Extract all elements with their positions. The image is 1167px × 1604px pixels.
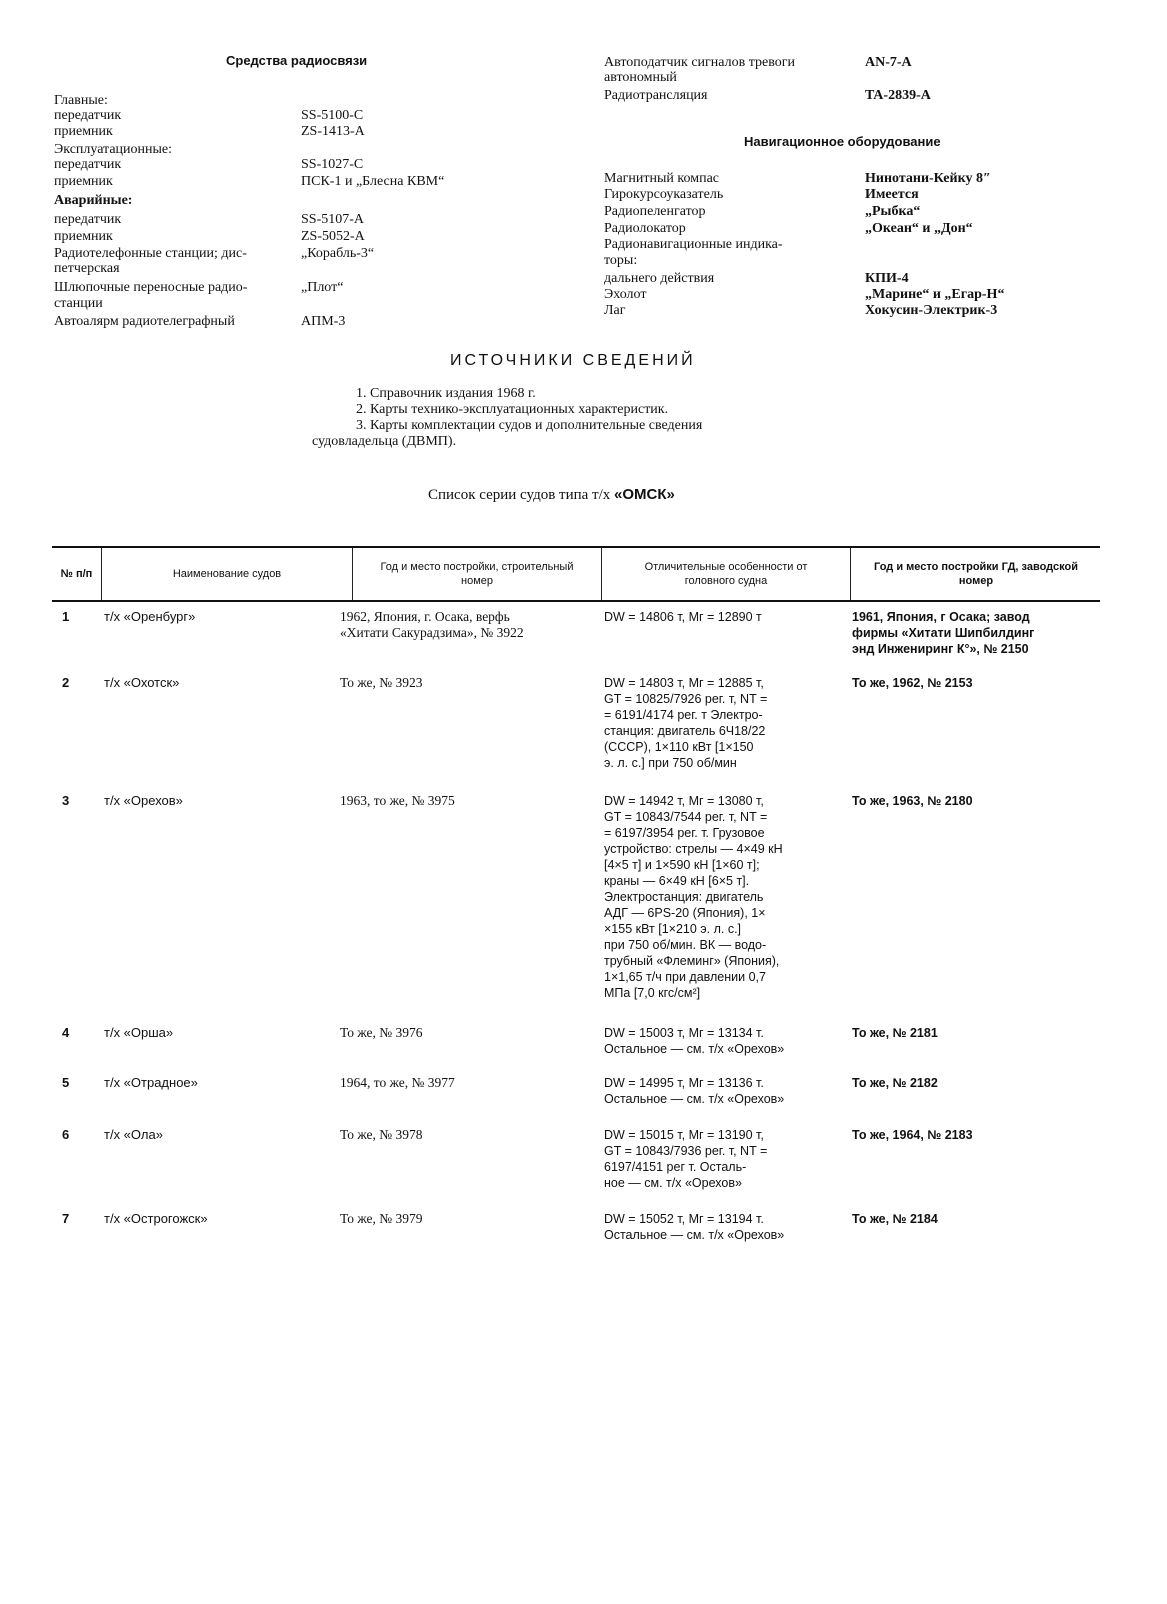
table-caption-class: «ОМСК»	[614, 486, 675, 503]
engine-line: То же, № 2182	[852, 1076, 938, 1090]
engine-line: То же, № 2181	[852, 1026, 938, 1040]
nav-value: „Марине“ и „Егар-Н“	[865, 287, 1005, 302]
radio-value: SS-5107-A	[301, 212, 365, 227]
ship-name: т/х «Орехов»	[104, 793, 183, 808]
radio-label: станции	[54, 296, 103, 311]
sources-title: ИСТОЧНИКИ СВЕДЕНИЙ	[450, 352, 696, 369]
table-caption-text: Список серии судов типа т/х	[428, 487, 615, 503]
difference-line: DW = 15052 т, Mг = 13194 т.	[604, 1212, 764, 1226]
header-number: № п/п	[60, 568, 93, 580]
build-line: «Хитати Сакурадзима», № 3922	[340, 625, 524, 640]
nav-value: „Океан“ и „Дон“	[865, 221, 973, 236]
difference-line: Электростанция: двигатель	[604, 890, 764, 904]
difference-line: МПа [7,0 кгс/см²]	[604, 986, 701, 1000]
build-line: То же, № 3923	[340, 675, 423, 690]
difference-line: э. л. с.] при 750 об/мин	[604, 756, 737, 770]
column-divider	[850, 548, 851, 600]
nav-label: Радионавигационные индика-	[604, 237, 783, 252]
sources-list	[312, 386, 812, 450]
row-number: 4	[62, 1025, 70, 1040]
build-info	[340, 793, 455, 809]
differences	[604, 1127, 836, 1191]
radio-value: SS-5100-C	[301, 108, 364, 123]
engine-info	[852, 793, 973, 809]
differences	[604, 609, 836, 625]
nav-value: КПИ-4	[865, 271, 909, 286]
radio-value: „Корабль-3“	[301, 246, 375, 261]
radio-label: Автоалярм радиотелеграфный	[54, 314, 235, 329]
nav-value: Хокусин-Электрик-3	[865, 303, 998, 318]
difference-line: 1×1,65 т/ч при давлении 0,7	[604, 970, 766, 984]
source-item: 3. Карты комплектации судов и дополнительные сведения	[356, 418, 703, 433]
difference-line: 6197/4151 рег т. Осталь-	[604, 1160, 747, 1174]
difference-line: GT = 10825/7926 рег. т, NT =	[604, 692, 768, 706]
radio-label: приемник	[54, 174, 113, 189]
difference-line: трубный «Флеминг» (Япония),	[604, 954, 780, 968]
engine-line: То же, 1964, № 2183	[852, 1128, 973, 1142]
engine-line: 1961, Япония, г Осака; завод	[852, 610, 1030, 624]
radio-value: ZS-1413-A	[301, 124, 365, 139]
difference-line: DW = 14806 т, Mг = 12890 т	[604, 610, 762, 624]
build-info	[340, 1025, 423, 1041]
radio-value: „Плот“	[301, 280, 344, 295]
nav-label: Магнитный компас	[604, 171, 720, 186]
ship-name: т/х «Ола»	[104, 1127, 163, 1142]
engine-info	[852, 1211, 938, 1227]
column-divider	[352, 548, 353, 600]
engine-info	[852, 609, 1034, 657]
difference-line: при 750 об/мин. ВК — водо-	[604, 938, 767, 952]
column-divider	[601, 548, 602, 600]
build-line: То же, № 3976	[340, 1025, 423, 1040]
difference-line: [4×5 т] и 1×590 кН [1×60 т];	[604, 858, 760, 872]
row-number: 1	[62, 609, 70, 624]
nav-label: торы:	[604, 253, 638, 268]
radio-label: Шлюпочные переносные радио-	[54, 280, 248, 295]
nav-label: Лаг	[604, 303, 626, 318]
ship-name: т/х «Охотск»	[104, 675, 180, 690]
nav-label: Эхолот	[604, 287, 647, 302]
differences	[604, 675, 836, 771]
differences	[604, 793, 836, 1001]
radio-label: передатчик	[54, 108, 122, 123]
build-info	[340, 1127, 423, 1143]
build-info	[340, 675, 423, 691]
nav-label: Радиолокатор	[604, 221, 686, 236]
differences	[604, 1075, 836, 1107]
build-info	[340, 1211, 423, 1227]
nav-value: Нинотани-Кейку 8″	[865, 171, 991, 186]
difference-line: DW = 14803 т, Mг = 12885 т,	[604, 676, 764, 690]
difference-line: станция: двигатель 6Ч18/22	[604, 724, 766, 738]
alarm-label: Автоподатчик сигналов тревоги	[604, 55, 795, 70]
engine-line: То же, 1962, № 2153	[852, 676, 973, 690]
row-number: 6	[62, 1127, 70, 1142]
radio-section-title: Средства радиосвязи	[226, 53, 368, 68]
difference-line: GT = 10843/7936 рег. т, NT =	[604, 1144, 768, 1158]
radio-label: Эксплуатационные:	[54, 142, 173, 157]
header-differences: Отличительные особенности от головного судна	[644, 561, 808, 587]
difference-line: GT = 10843/7544 рег. т, NT =	[604, 810, 768, 824]
ship-name: т/х «Орша»	[104, 1025, 174, 1040]
ship-name: т/х «Острогожск»	[104, 1211, 208, 1226]
radio-value: ПСК-1 и „Блесна КВМ“	[301, 174, 445, 189]
build-line: 1964, то же, № 3977	[340, 1075, 455, 1090]
radio-label: передатчик	[54, 212, 122, 227]
difference-line: (СССР), 1×110 кВт [1×150	[604, 740, 754, 754]
build-line: То же, № 3979	[340, 1211, 423, 1226]
table-caption	[428, 486, 675, 504]
nav-value: „Рыбка“	[865, 204, 921, 219]
difference-line: ное — см. т/х «Орехов»	[604, 1176, 742, 1190]
engine-info	[852, 675, 973, 691]
difference-line: АДГ — 6PS-20 (Япония), 1×	[604, 906, 766, 920]
source-item: судовладельца (ДВМП).	[312, 434, 457, 449]
ship-name: т/х «Оренбург»	[104, 609, 196, 624]
build-info	[340, 609, 524, 641]
difference-line: DW = 14942 т, Mг = 13080 т,	[604, 794, 764, 808]
radio-label: Главные:	[54, 93, 108, 108]
nav-value: Имеется	[865, 187, 919, 202]
difference-line: DW = 15003 т, Mг = 13134 т.	[604, 1026, 764, 1040]
alarm-value: AN-7-A	[865, 55, 912, 70]
row-number: 5	[62, 1075, 70, 1090]
difference-line: устройство: стрелы — 4×49 кН	[604, 842, 783, 856]
difference-line: ×155 кВт [1×210 э. л. с.]	[604, 922, 742, 936]
radio-label: Аварийные:	[54, 193, 133, 208]
radio-label: приемник	[54, 229, 113, 244]
engine-info	[852, 1127, 973, 1143]
row-number: 2	[62, 675, 70, 690]
build-info	[340, 1075, 455, 1091]
difference-line: Остальное — см. т/х «Орехов»	[604, 1042, 785, 1056]
difference-line: DW = 14995 т, Mг = 13136 т.	[604, 1076, 764, 1090]
engine-info	[852, 1025, 938, 1041]
header-build: Год и место постройки, строительный номер	[380, 561, 574, 587]
differences	[604, 1025, 836, 1057]
ship-name: т/х «Отрадное»	[104, 1075, 198, 1090]
radio-value: АПМ-3	[301, 314, 346, 329]
row-number: 3	[62, 793, 70, 808]
alarm-label: Радиотрансляция	[604, 88, 708, 103]
build-line: 1963, то же, № 3975	[340, 793, 455, 808]
source-item: 2. Карты технико-эксплуатационных характеристик.	[356, 402, 669, 417]
build-line: 1962, Япония, г. Осака, верфь	[340, 609, 510, 624]
radio-value: ZS-5052-A	[301, 229, 365, 244]
nav-section-title: Навигационное оборудование	[744, 134, 941, 149]
engine-line: фирмы «Хитати Шипбилдинг	[852, 626, 1035, 640]
engine-line: энд Инжениринг К°», № 2150	[852, 642, 1029, 656]
engine-line: То же, 1963, № 2180	[852, 794, 973, 808]
radio-label: петчерская	[54, 261, 120, 276]
header-ship-name: Наименование судов	[172, 568, 282, 580]
alarm-label: автономный	[604, 70, 677, 85]
difference-line: Остальное — см. т/х «Орехов»	[604, 1092, 785, 1106]
difference-line: Остальное — см. т/х «Орехов»	[604, 1228, 785, 1242]
radio-label: приемник	[54, 124, 113, 139]
radio-label: передатчик	[54, 157, 122, 172]
difference-line: краны — 6×49 кН [6×5 т].	[604, 874, 750, 888]
difference-line: = 6197/3954 рег. т. Грузовое	[604, 826, 765, 840]
nav-label: Гирокурсоуказатель	[604, 187, 724, 202]
difference-line: DW = 15015 т, Mг = 13190 т,	[604, 1128, 764, 1142]
nav-label: дальнего действия	[604, 271, 715, 286]
radio-label: Радиотелефонные станции; дис-	[54, 246, 247, 261]
row-number: 7	[62, 1211, 70, 1226]
header-engine: Год и место постройки ГД, заводской номер	[874, 561, 1078, 587]
differences	[604, 1211, 836, 1243]
build-line: То же, № 3978	[340, 1127, 423, 1142]
radio-value: SS-1027-C	[301, 157, 364, 172]
engine-line: То же, № 2184	[852, 1212, 938, 1226]
source-item: 1. Справочник издания 1968 г.	[356, 386, 536, 401]
difference-line: = 6191/4174 рег. т Электро-	[604, 708, 763, 722]
alarm-value: TA-2839-A	[865, 88, 931, 103]
engine-info	[852, 1075, 938, 1091]
table-header-rule	[52, 600, 1100, 602]
nav-label: Радиопеленгатор	[604, 204, 706, 219]
